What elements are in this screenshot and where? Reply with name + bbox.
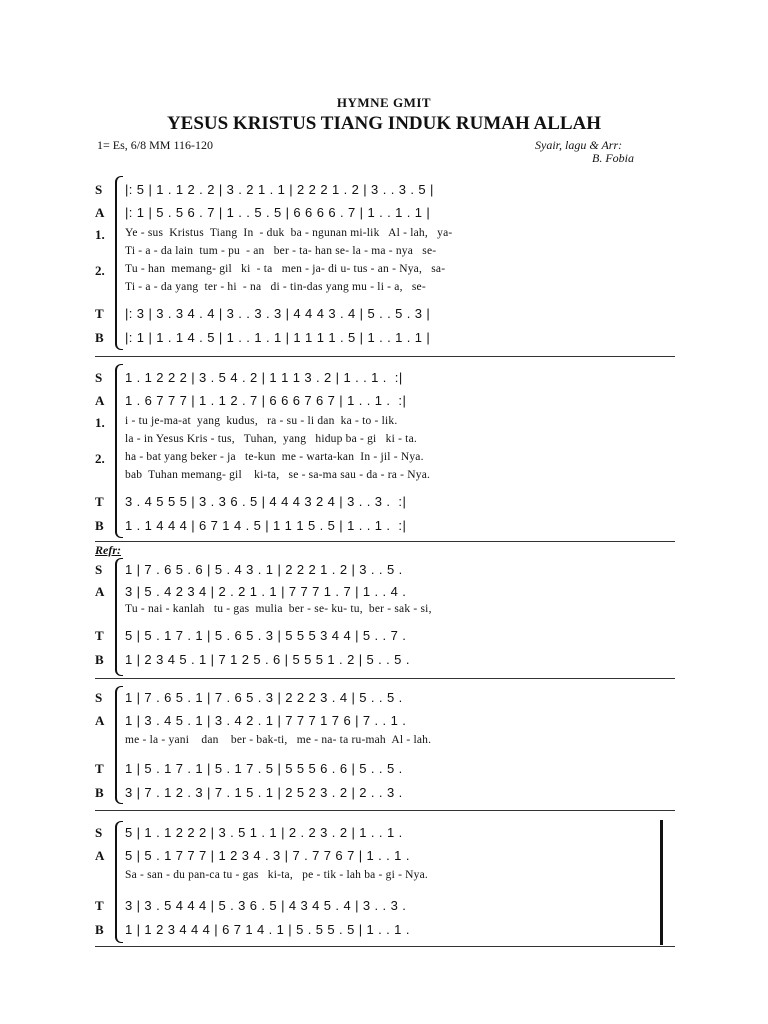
notation-line: 1 | 7 . 6 5 . 6 | 5 . 4 3 . 1 | 2 2 2 1 . 2 | 3 . . 5 . <box>125 562 403 577</box>
lyric-line: Ti - a - da yang ter - hi - na di - tin-das yang mu - li - a, se- <box>125 281 426 293</box>
notation-line: 1 . 1 2 2 2 | 3 . 5 4 . 2 | 1 1 1 3 . 2 | 1 . . 1 . :| <box>125 370 403 385</box>
system-divider <box>95 810 675 811</box>
lyric-row-verse-1a <box>95 227 675 243</box>
part-label: T <box>95 898 104 913</box>
notation-line: |: 1 | 1 . 1 4 . 5 | 1 . . 1 . 1 | 1 1 1 1 . 5 | 1 . . 1 . 1 | <box>125 330 431 345</box>
lyric-row-verse-2a <box>95 263 675 279</box>
staff-row-soprano <box>95 182 675 198</box>
part-label: S <box>95 562 103 577</box>
lyric-row-verse-1a <box>95 415 675 431</box>
key-meter-tempo: 1= Es, 6/8 MM 116-120 <box>97 138 213 152</box>
staff-row-bass <box>95 652 675 668</box>
lyric-line: Sa - san - du pan-ca tu - gas ki-ta, pe - tik - lah ba - gi - Nya. <box>125 869 429 881</box>
notation-line: 3 | 5 . 4 2 3 4 | 2 . 2 1 . 1 | 7 7 7 1 . 7 | 1 . . 4 . <box>125 584 407 599</box>
lyric-line: bab Tuhan memang- gil ki-ta, se - sa-ma sau - da - ra - Nya. <box>125 469 431 481</box>
staff-row-alto <box>95 205 675 221</box>
verse-number: 1. <box>95 415 105 430</box>
verse-number: 2. <box>95 263 105 278</box>
notation-line: 1 | 1 2 3 4 4 4 | 6 7 1 4 . 1 | 5 . 5 5 . 5 | 1 . . 1 . <box>125 922 410 937</box>
staff-row-tenor <box>95 494 675 510</box>
part-label: T <box>95 306 104 321</box>
part-label: S <box>95 825 103 840</box>
staff-row-bass <box>95 518 675 534</box>
notation-line: 3 | 3 . 5 4 4 4 | 5 . 3 6 . 5 | 4 3 4 5 . 4 | 3 . . 3 . <box>125 898 407 913</box>
part-label: S <box>95 370 103 385</box>
lyric-row-verse-2b <box>95 281 675 297</box>
staff-row-alto <box>95 584 675 600</box>
lyric-line: Ti - a - da lain tum - pu - an ber - ta- han se- la - ma - nya se- <box>125 245 437 257</box>
part-label: A <box>95 848 105 863</box>
notation-line: 5 | 5 . 1 7 . 1 | 5 . 6 5 . 3 | 5 5 5 3 4 4 | 5 . . 7 . <box>125 628 407 643</box>
notation-line: 5 | 1 . 1 2 2 2 | 3 . 5 1 . 1 | 2 . 2 3 . 2 | 1 . . 1 . <box>125 825 403 840</box>
lyric-row-verse-1b <box>95 245 675 261</box>
staff-row-alto <box>95 848 675 864</box>
system-divider <box>95 678 675 679</box>
hymn-collection-label: HYMNE GMIT <box>336 95 432 110</box>
lyric-row-verse-2a <box>95 451 675 467</box>
part-label: B <box>95 922 104 937</box>
verse-number: 1. <box>95 227 105 242</box>
lyric-row <box>95 869 675 885</box>
lyric-line: Tu - han memang- gil ki - ta men - ja- di u- tus - an - Nya, sa- <box>125 263 446 275</box>
composer-credit-line: Syair, lagu & Arr: <box>535 138 623 152</box>
part-label: B <box>95 652 104 667</box>
lyric-line: ha - bat yang beker - ja te-kun me - warta-kan In - jil - Nya. <box>125 451 424 463</box>
lyric-line: Tu - nai - kanlah tu - gas mulia ber - se- ku- tu, ber - sak - si, <box>125 603 432 615</box>
verse-number: 2. <box>95 451 105 466</box>
part-label: B <box>95 518 104 533</box>
final-barline <box>660 820 663 945</box>
part-label: A <box>95 713 105 728</box>
lyric-row <box>95 734 675 750</box>
notation-line: 1 . 1 4 4 4 | 6 7 1 4 . 5 | 1 1 1 5 . 5 | 1 . . 1 . :| <box>125 518 407 533</box>
staff-row-soprano <box>95 562 675 578</box>
notation-line: 1 | 2 3 4 5 . 1 | 7 1 2 5 . 6 | 5 5 5 1 . 2 | 5 . . 5 . <box>125 652 410 667</box>
notation-line: |: 5 | 1 . 1 2 . 2 | 3 . 2 1 . 1 | 2 2 2 1 . 2 | 3 . . 3 . 5 | <box>125 182 434 197</box>
lyric-line: me - la - yani dan ber - bak-ti, me - na- ta ru-mah Al - lah. <box>125 734 432 746</box>
staff-row-alto <box>95 713 675 729</box>
part-label: A <box>95 393 105 408</box>
staff-row-soprano <box>95 370 675 386</box>
staff-row-soprano <box>95 690 675 706</box>
part-label: T <box>95 628 104 643</box>
part-label: T <box>95 494 104 509</box>
staff-row-tenor <box>95 306 675 322</box>
part-label: T <box>95 761 104 776</box>
part-label: B <box>95 785 104 800</box>
notation-line: |: 3 | 3 . 3 4 . 4 | 3 . . 3 . 3 | 4 4 4 3 . 4 | 5 . . 5 . 3 | <box>125 306 431 321</box>
lyric-row <box>95 603 675 619</box>
notation-line: 1 . 6 7 7 7 | 1 . 1 2 . 7 | 6 6 6 7 6 7 | 1 . . 1 . :| <box>125 393 407 408</box>
staff-row-bass <box>95 785 675 801</box>
part-label: S <box>95 182 103 197</box>
hymn-title: YESUS KRISTUS TIANG INDUK RUMAH ALLAH <box>166 113 602 134</box>
composer-name: B. Fobia <box>592 151 634 165</box>
refrain-label: Refr: <box>95 543 121 557</box>
lyric-row-verse-2b <box>95 469 675 485</box>
page-bottom-rule <box>95 946 675 947</box>
part-label: S <box>95 690 103 705</box>
part-label: B <box>95 330 104 345</box>
lyric-row-verse-1b <box>95 433 675 449</box>
staff-row-bass <box>95 922 675 938</box>
system-divider <box>95 541 675 542</box>
part-label: A <box>95 584 105 599</box>
notation-line: 3 . 4 5 5 5 | 3 . 3 6 . 5 | 4 4 4 3 2 4 | 3 . . 3 . :| <box>125 494 407 509</box>
staff-row-bass <box>95 330 675 346</box>
notation-line: 3 | 7 . 1 2 . 3 | 7 . 1 5 . 1 | 2 5 2 3 . 2 | 2 . . 3 . <box>125 785 403 800</box>
notation-line: |: 1 | 5 . 5 6 . 7 | 1 . . 5 . 5 | 6 6 6 6 . 7 | 1 . . 1 . 1 | <box>125 205 431 220</box>
staff-row-tenor <box>95 761 675 777</box>
lyric-line: la - in Yesus Kris - tus, Tuhan, yang hidup ba - gi ki - ta. <box>125 433 417 445</box>
notation-line: 1 | 3 . 4 5 . 1 | 3 . 4 2 . 1 | 7 7 7 1 7 6 | 7 . . 1 . <box>125 713 407 728</box>
lyric-line: Ye - sus Kristus Tiang In - duk ba - ngunan mi-lik Al - lah, ya- <box>125 227 453 239</box>
part-label: A <box>95 205 105 220</box>
notation-line: 5 | 5 . 1 7 7 7 | 1 2 3 4 . 3 | 7 . 7 7 6 7 | 1 . . 1 . <box>125 848 410 863</box>
notation-line: 1 | 5 . 1 7 . 1 | 5 . 1 7 . 5 | 5 5 5 6 . 6 | 5 . . 5 . <box>125 761 403 776</box>
staff-row-tenor <box>95 628 675 644</box>
staff-row-alto <box>95 393 675 409</box>
system-divider <box>95 356 675 357</box>
notation-line: 1 | 7 . 6 5 . 1 | 7 . 6 5 . 3 | 2 2 2 3 . 4 | 5 . . 5 . <box>125 690 403 705</box>
staff-row-soprano <box>95 825 675 841</box>
staff-row-tenor <box>95 898 675 914</box>
lyric-line: i - tu je-ma-at yang kudus, ra - su - li dan ka - to - lik. <box>125 415 398 427</box>
